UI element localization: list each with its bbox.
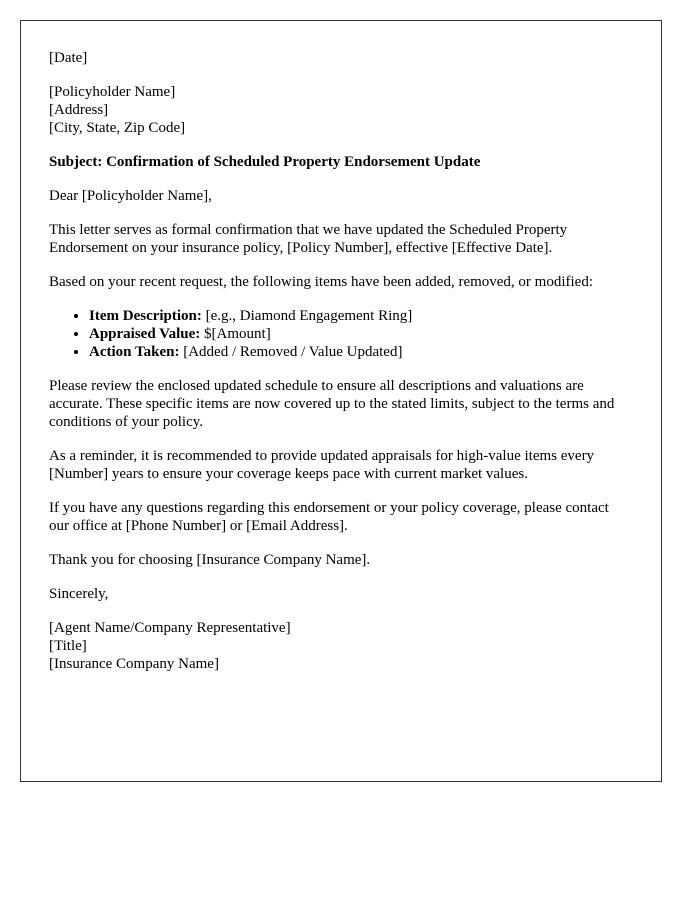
- reminder-paragraph: As a reminder, it is recommended to provide updated appraisals for high-value items every [Number] years to ensure your coverage keeps pace with current market values.: [49, 448, 595, 482]
- date: [Date]: [49, 50, 88, 66]
- based-paragraph: Based on your recent request, the following items have been added, removed, or modified:: [49, 274, 593, 290]
- recipient-city: [City, State, Zip Code]: [49, 120, 186, 136]
- signature-company: [Insurance Company Name]: [49, 656, 219, 672]
- recipient-block: [49, 83, 632, 137]
- item-label: Item Description:: [89, 308, 202, 324]
- review-paragraph: Please review the enclosed updated schedule to ensure all descriptions and valuations are accurate. These specific items are now covered up to the stated limits, subject to the terms and conditions of your policy.: [49, 378, 615, 430]
- recipient-name: [Policyholder Name]: [49, 84, 176, 100]
- list-item: [89, 307, 632, 325]
- signature-block: [49, 619, 632, 673]
- intro-paragraph: This letter serves as formal confirmation that we have updated the Scheduled Property Endorsement on your insurance policy, [Policy Number], effective [Effective Date].: [49, 222, 568, 256]
- item-label: Appraised Value:: [89, 326, 201, 342]
- subject-line: Subject: Confirmation of Scheduled Property Endorsement Update: [49, 154, 481, 170]
- closing: Sincerely,: [49, 586, 109, 602]
- questions-paragraph: If you have any questions regarding this endorsement or your policy coverage, please contact our office at [Phone Number] or [Email Address].: [49, 500, 609, 534]
- item-label: Action Taken:: [89, 344, 180, 360]
- signature-title: [Title]: [49, 638, 87, 654]
- item-list: [49, 307, 632, 361]
- list-item: [89, 343, 632, 361]
- recipient-address: [Address]: [49, 102, 109, 118]
- item-value: $[Amount]: [200, 326, 271, 342]
- letter: [20, 20, 662, 782]
- signature-name: [Agent Name/Company Representative]: [49, 620, 291, 636]
- list-item: [89, 325, 632, 343]
- item-value: [e.g., Diamond Engagement Ring]: [201, 308, 413, 324]
- salutation: Dear [Policyholder Name],: [49, 188, 212, 204]
- item-value: [Added / Removed / Value Updated]: [179, 344, 403, 360]
- thanks-paragraph: Thank you for choosing [Insurance Company Name].: [49, 552, 371, 568]
